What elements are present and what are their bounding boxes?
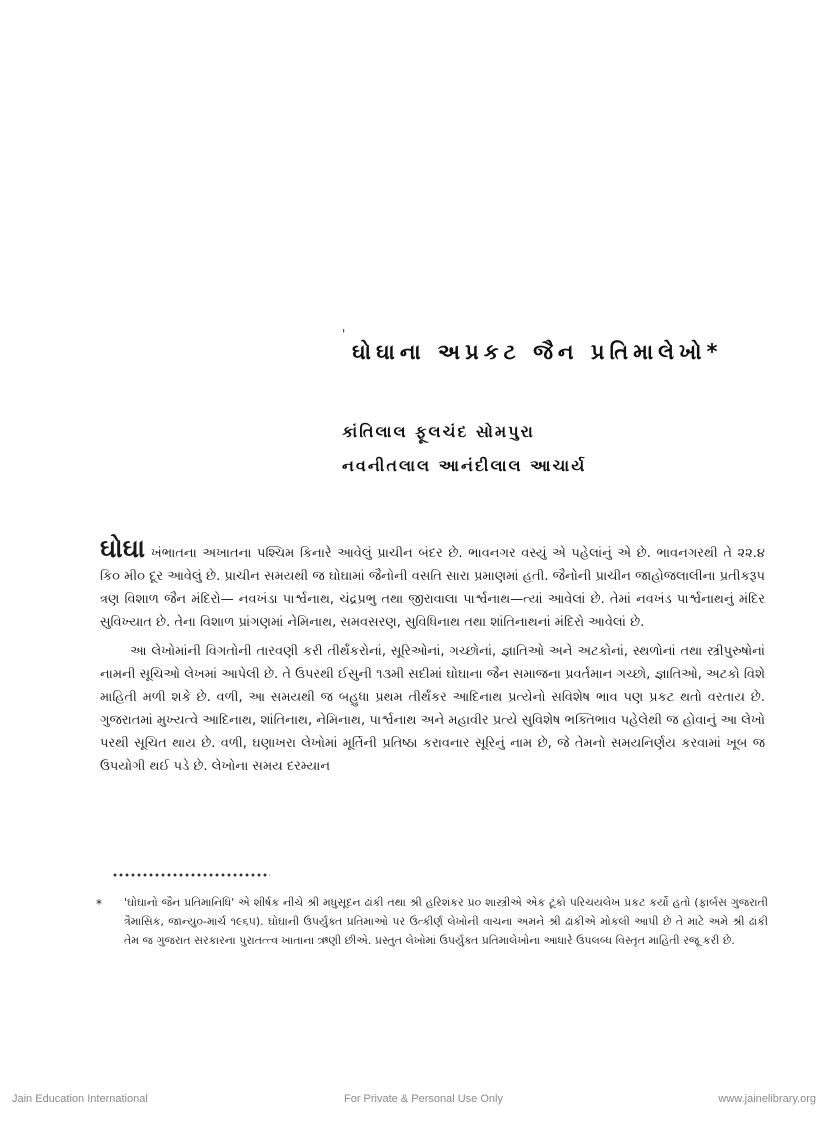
paragraph-1 [100,534,765,634]
footnote-asterisk: * [96,897,102,911]
footnote-divider [112,872,270,878]
drop-cap-word: ઘોઘા [100,534,146,563]
footer-usage-note: For Private & Personal Use Only [344,1093,503,1105]
article-title: ઘોઘાના અપ્રકટ જૈન પ્રતિમાલેખો* [352,340,723,364]
paragraph-1-text: ખંભાતના અખાતના પશ્ચિમ કિનારે આવેલું પ્રાચીન બંદર છે. ભાવનગર વસ્યું એ પહેલાંનું એ છે. ભાવનગરથી તે ૨૨.૪ કિ૦ મી૦ દૂર આવેલું છે. પ્રાચીન સમયથી જ ઘોઘામાં જૈનોની વસતિ સારા પ્રમાણમાં હતી. જૈનોની પ્રાચીન જાહોજલાલીના પ્રતીકરૂપ ત્રણ વિશાળ જૈન મંદિરો— નવખંડા પાર્શ્વનાથ, ચંદ્રપ્રભુ તથા જીરાવાલા પાર્શ્વનાથ—ત્યાં આવેલાં છે. તેમાં નવખંડ પાર્શ્વનાથનું મંદિર સુવિખ્યાત છે. તેના વિશાળ પ્રાંગણમાં નેમિનાથ, સમવસરણ, સુવિધિનાથ તથા શાંતિનાથનાં મંદિરો આવેલાં છે. [100,546,765,630]
author-1: કાંતિલાલ ફૂલચંદ સોમપુરા [342,422,535,441]
tick-mark: ' [342,327,346,341]
footnote-text: 'ઘોઘાનો જૈન પ્રતિમાનિધિ' એ શીર્ષક નીચે શ્રી મધુસૂદન ઢાંકી તથા શ્રી હરિશંકર પ્ર૦ શાસ્ત્રીએ એક ટૂંકો પરિચયલેખ પ્રકટ કર્યો હતો (ફાર્બસ ગુજરાતી ત્રૈમાસિક, જાન્યુ૦-માર્ચ ૧૯૬૫). ઘોઘાની ઉપર્યુક્ત પ્રતિમાઓ પર ઉત્કીર્ણ લેખોની વાચના અમને શ્રી ઢાંકીએ મોકલી આપી છે તે માટે અમે શ્રી ઢાંકી તેમ જ ગુજરાત સરકારના પુરાતત્ત્વ ખાતાના ઋણી છીએ. પ્રસ્તુત લેખોમાં ઉપર્યુક્ત પ્રતિમાલેખોના આધારે ઉપલબ્ધ વિસ્તૃત માહિતી રજૂ કરી છે. [124,896,768,947]
footnote [96,893,768,950]
paragraph-2: આ લેખોમાંની વિગતોની તારવણી કરી તીર્થંકરોનાં, સૂરિઓનાં, ગચ્છોનાં, જ્ઞાતિઓ અને અટકોનાં, સ્થળોનાં તથા સ્ત્રીપુરુષોનાં નામની સૂચિઓ લેખમાં આપેલી છે. તે ઉપરથી ઈસુની ૧૩મી સદીમાં ઘોઘાના જૈન સમાજના પ્રવર્તમાન ગચ્છો, જ્ઞાતિઓ, અટકો વિશે માહિતી મળી શકે છે. વળી, આ સમયથી જ બહુધા પ્રથમ તીર્થંકર આદિનાથ પ્રત્યેનો સવિશેષ ભાવ પણ પ્રકટ થતો વરતાય છે. ગુજરાતમાં મુખ્યત્વે આદિનાથ, શાંતિનાથ, નેમિનાથ, પાર્શ્વનાથ અને મહાવીર પ્રત્યે સુવિશેષ ભક્તિભાવ પહેલેથી જ હોવાનું આ લેખો પરથી સૂચિત થાય છે. વળી, ઘણાખરા લેખોમાં મૂર્તિની પ્રતિષ્ઠા કરાવનાર સૂરિનું નામ છે, જે તેમનો સમયનિર્ણય કરવામાં ખૂબ જ ઉપયોગી થઈ પડે છે. લેખોના સમય દરમ્યાન [100,644,765,774]
author-2: નવનીતલાલ આનંદીલાલ આચાર્ય [342,456,587,475]
footer-publisher: Jain Education International [12,1093,148,1105]
article-body [100,534,765,778]
footer-website-link[interactable]: www.jainelibrary.org [718,1093,816,1105]
page-footer [0,1093,828,1109]
